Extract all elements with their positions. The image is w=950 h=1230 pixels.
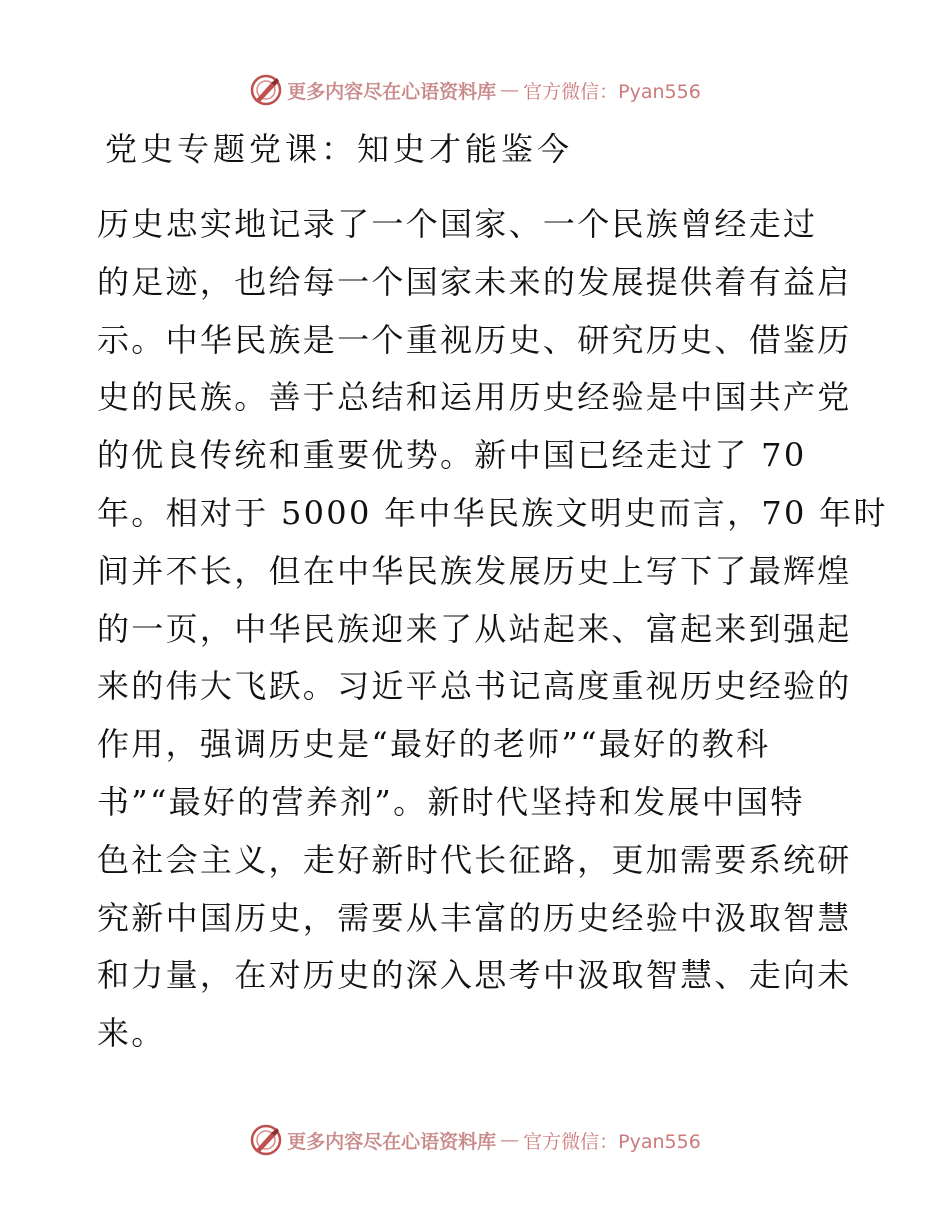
paragraph-line: 的足迹，也给每一个国家未来的发展提供着有益启	[97, 262, 852, 301]
paragraph-line: 的一页，中华民族迎来了从站起来、富起来到强起	[97, 609, 852, 648]
body-paragraph	[97, 196, 888, 1063]
paragraph-line: 史的民族。善于总结和运用历史经验是中国共产党	[97, 378, 852, 417]
paragraph-line: 示。中华民族是一个重视历史、研究历史、借鉴历	[97, 320, 852, 359]
paragraph-line: 间并不长，但在中华民族发展历史上写下了最辉煌	[97, 551, 852, 590]
paragraph-line: 年。相对于 5000 年中华民族文明史而言，70 年时	[97, 493, 888, 532]
paragraph-line: 历史忠实地记录了一个国家、一个民族曾经走过	[97, 205, 818, 243]
footer-watermark	[0, 1120, 950, 1160]
watermark-text: 更多内容尽在心语资料库	[287, 80, 497, 103]
paragraph-line: 和力量，在对历史的深入思考中汲取智慧、走向未	[97, 956, 852, 995]
watermark-dash: —	[500, 1129, 520, 1151]
paragraph-line: 书”“最好的营养剂”。新时代坚持和发展中国特	[97, 782, 805, 821]
watermark-wechat: 官方微信：Pyan556	[523, 80, 701, 103]
paragraph-line: 色社会主义，走好新时代长征路，更加需要系统研	[97, 840, 852, 879]
watermark-wechat: 官方微信：Pyan556	[523, 1130, 701, 1153]
header-watermark	[0, 70, 950, 110]
paragraph-line: 作用，强调历史是“最好的老师”“最好的教科	[97, 725, 771, 764]
page-title: 党史专题党课：知史才能鉴今	[105, 130, 574, 168]
paragraph-line: 究新中国历史，需要从丰富的历史经验中汲取智慧	[97, 898, 852, 937]
watermark-text: 更多内容尽在心语资料库	[287, 1130, 497, 1153]
watermark-dash: —	[500, 79, 520, 101]
paragraph-line: 的优良传统和重要优势。新中国已经走过了 70	[97, 436, 807, 475]
pen-logo-icon	[249, 73, 283, 107]
pen-logo-icon	[249, 1123, 283, 1157]
paragraph-line: 来的伟大飞跃。习近平总书记高度重视历史经验的	[97, 667, 852, 706]
paragraph-line: 来。	[97, 1014, 166, 1053]
